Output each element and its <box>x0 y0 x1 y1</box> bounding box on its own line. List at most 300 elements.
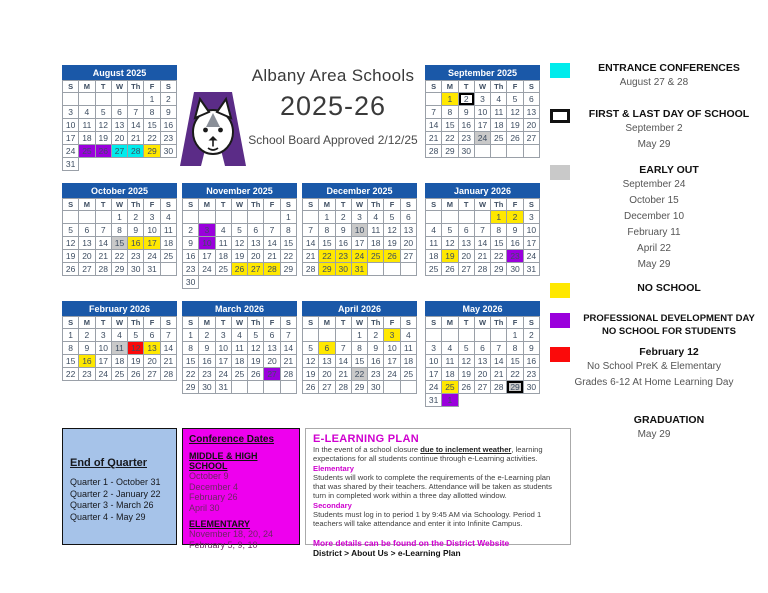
day-cell: 27 <box>144 368 160 381</box>
day-cell: 7 <box>474 224 490 237</box>
day-cell <box>264 381 280 394</box>
dow-header: M <box>79 199 95 211</box>
day-cell: 14 <box>128 119 144 132</box>
day-cell: 1 <box>319 211 335 224</box>
day-cell: 19 <box>303 368 319 381</box>
month-grid <box>62 80 177 171</box>
empty-cell <box>160 158 176 171</box>
dow-header: S <box>63 317 79 329</box>
day-cell: 29 <box>507 381 523 394</box>
day-cell: 21 <box>426 132 442 145</box>
day-cell: 17 <box>63 132 79 145</box>
day-cell: 18 <box>160 237 176 250</box>
day-cell: 16 <box>128 237 144 250</box>
day-cell: 10 <box>144 224 160 237</box>
day-cell: 24 <box>199 263 215 276</box>
day-cell: 6 <box>248 224 264 237</box>
day-cell: 17 <box>474 119 490 132</box>
month-february-2026 <box>62 301 177 381</box>
day-cell: 12 <box>248 342 264 355</box>
day-cell: 26 <box>95 145 111 158</box>
legend-swatch-outline <box>550 109 570 123</box>
elementary-paragraph: Students will work to complete the requirements of the e-Learning plan that was shared by their teachers. Attendance will be taken as students turn in completed work within a three day allotted window. <box>313 472 552 501</box>
day-cell: 10 <box>95 342 111 355</box>
school-year: 2025-26 <box>279 91 387 121</box>
district-website-path: District > About Us > e-Learning Plan <box>313 547 461 558</box>
day-cell: 20 <box>264 355 280 368</box>
day-cell: 24 <box>63 145 79 158</box>
day-cell: 8 <box>63 342 79 355</box>
end-of-quarter-title: End of Quarter <box>70 457 148 469</box>
day-cell: 9 <box>507 224 523 237</box>
dow-header: T <box>458 317 474 329</box>
empty-cell <box>79 158 95 171</box>
dow-header: S <box>400 317 416 329</box>
day-cell: 16 <box>523 355 539 368</box>
day-cell: 19 <box>384 237 400 250</box>
day-cell: 24 <box>384 368 400 381</box>
day-cell: 13 <box>111 119 127 132</box>
day-cell: 25 <box>160 250 176 263</box>
legend-swatch-red <box>550 347 570 362</box>
elearning-title: E-LEARNING PLAN <box>313 433 419 445</box>
day-cell: 5 <box>128 329 144 342</box>
day-cell: 13 <box>523 106 539 119</box>
legend-swatch-gray <box>550 165 570 180</box>
day-cell: 23 <box>128 250 144 263</box>
dow-header: F <box>144 81 160 93</box>
day-cell <box>95 211 111 224</box>
day-cell: 26 <box>442 263 458 276</box>
elearning-intro-pre: In the event of a school closure <box>313 445 421 454</box>
month-title: August 2025 <box>62 65 177 80</box>
month-august-2025 <box>62 65 177 171</box>
month-grid <box>302 198 417 276</box>
dow-header: Th <box>491 317 507 329</box>
day-cell: 12 <box>384 224 400 237</box>
dow-header: S <box>280 317 296 329</box>
day-cell <box>426 211 442 224</box>
day-cell: 13 <box>264 342 280 355</box>
elearning-plan-box <box>305 428 571 558</box>
day-cell: 18 <box>111 355 127 368</box>
day-cell: 18 <box>79 132 95 145</box>
day-cell: 27 <box>458 263 474 276</box>
dow-header: W <box>474 199 490 211</box>
day-cell: 2 <box>183 224 199 237</box>
dow-header: T <box>95 199 111 211</box>
day-cell: 12 <box>442 237 458 250</box>
day-cell: 25 <box>491 132 507 145</box>
day-cell: 26 <box>303 381 319 394</box>
day-cell: 5 <box>442 224 458 237</box>
day-cell: 18 <box>426 250 442 263</box>
day-cell: 18 <box>491 119 507 132</box>
day-cell: 9 <box>79 342 95 355</box>
day-cell: 7 <box>426 106 442 119</box>
legend-date-line: August 27 & 28 <box>619 77 689 88</box>
month-grid <box>425 316 540 407</box>
legend-item <box>540 62 768 91</box>
day-cell: 2 <box>199 329 215 342</box>
day-cell: 5 <box>95 106 111 119</box>
legend-title: PROFESSIONAL DEVELOPMENT DAY NO SCHOOL FOR STUDENTS <box>583 313 755 337</box>
day-cell: 15 <box>63 355 79 368</box>
legend-date-line: April 22 <box>637 243 671 254</box>
day-cell: 29 <box>319 263 335 276</box>
month-april-2026 <box>302 301 417 394</box>
day-cell <box>303 329 319 342</box>
day-cell: 6 <box>523 93 539 106</box>
day-cell: 28 <box>264 263 280 276</box>
month-october-2025 <box>62 183 177 276</box>
conference-date-line: February 5, 9, 10 <box>189 539 258 550</box>
empty-cell <box>95 158 111 171</box>
day-cell: 16 <box>368 355 384 368</box>
legend-item <box>540 282 768 295</box>
dow-header: T <box>215 317 231 329</box>
dow-header: S <box>160 317 176 329</box>
day-cell: 1 <box>183 329 199 342</box>
day-cell: 30 <box>507 263 523 276</box>
day-cell: 11 <box>231 342 247 355</box>
day-cell <box>442 211 458 224</box>
day-cell: 5 <box>63 224 79 237</box>
day-cell: 20 <box>319 368 335 381</box>
day-cell: 1 <box>280 211 296 224</box>
day-cell: 3 <box>384 329 400 342</box>
day-cell: 27 <box>79 263 95 276</box>
day-cell: 28 <box>280 368 296 381</box>
elementary-subheading: Elementary <box>313 463 354 473</box>
month-may-2026 <box>425 301 540 407</box>
day-cell: 21 <box>160 355 176 368</box>
conference-date-line: October 9 <box>189 471 229 481</box>
day-cell: 28 <box>474 263 490 276</box>
board-approved-note: School Board Approved 2/12/25 <box>248 133 418 147</box>
legend-swatch-cyan <box>550 63 570 78</box>
day-cell: 28 <box>426 145 442 158</box>
day-cell: 24 <box>523 250 539 263</box>
conference-date-line: February 26 <box>189 492 238 502</box>
dow-header: W <box>111 199 127 211</box>
day-cell: 23 <box>199 368 215 381</box>
day-cell: 16 <box>199 355 215 368</box>
day-cell: 9 <box>368 342 384 355</box>
day-cell: 15 <box>507 355 523 368</box>
day-cell <box>491 145 507 158</box>
day-cell: 21 <box>491 368 507 381</box>
day-cell: 1 <box>111 211 127 224</box>
school-logo <box>180 90 246 168</box>
day-cell: 11 <box>442 355 458 368</box>
day-cell: 14 <box>474 237 490 250</box>
dow-header: S <box>183 317 199 329</box>
day-cell: 13 <box>400 224 416 237</box>
month-title: September 2025 <box>425 65 540 80</box>
day-cell: 9 <box>335 224 351 237</box>
day-cell: 7 <box>280 329 296 342</box>
dow-header: F <box>264 199 280 211</box>
day-cell: 2 <box>368 329 384 342</box>
day-cell: 14 <box>160 342 176 355</box>
empty-cell <box>507 394 523 407</box>
day-cell: 5 <box>231 224 247 237</box>
day-cell: 2 <box>335 211 351 224</box>
dow-header: W <box>474 317 490 329</box>
day-cell <box>160 263 176 276</box>
dow-header: F <box>144 317 160 329</box>
empty-cell <box>474 394 490 407</box>
dow-header: T <box>215 199 231 211</box>
inclement-weather-emphasis: due to inclement weather <box>420 445 512 454</box>
legend-item <box>540 346 768 391</box>
day-cell: 13 <box>79 237 95 250</box>
day-cell: 31 <box>351 263 367 276</box>
day-cell: 16 <box>335 237 351 250</box>
day-cell: 29 <box>280 263 296 276</box>
day-cell: 25 <box>368 250 384 263</box>
day-cell: 10 <box>215 342 231 355</box>
day-cell: 31 <box>144 263 160 276</box>
day-cell: 26 <box>128 368 144 381</box>
legend-item <box>540 108 768 153</box>
day-cell: 14 <box>335 355 351 368</box>
dow-header: F <box>507 317 523 329</box>
legend-title: ENTRANCE CONFERENCES <box>598 62 740 74</box>
day-cell: 9 <box>160 106 176 119</box>
month-title: October 2025 <box>62 183 177 198</box>
dow-header: S <box>523 199 539 211</box>
day-cell: 1 <box>144 93 160 106</box>
day-cell: 10 <box>474 106 490 119</box>
day-cell: 17 <box>199 250 215 263</box>
day-cell: 30 <box>128 263 144 276</box>
day-cell: 13 <box>144 342 160 355</box>
day-cell: 22 <box>319 250 335 263</box>
day-cell: 16 <box>458 119 474 132</box>
day-cell <box>458 211 474 224</box>
day-cell <box>79 211 95 224</box>
day-cell: 1 <box>351 329 367 342</box>
day-cell: 10 <box>523 224 539 237</box>
day-cell: 31 <box>523 263 539 276</box>
dow-header: S <box>400 199 416 211</box>
day-cell: 13 <box>458 237 474 250</box>
day-cell: 20 <box>523 119 539 132</box>
legend-date-line: May 29 <box>637 259 671 270</box>
legend-title: February 12 <box>639 346 699 358</box>
day-cell: 8 <box>144 106 160 119</box>
day-cell <box>442 329 458 342</box>
dow-header: M <box>319 317 335 329</box>
day-cell: 30 <box>160 145 176 158</box>
day-cell: 14 <box>303 237 319 250</box>
day-cell: 15 <box>442 119 458 132</box>
day-cell: 31 <box>63 158 79 171</box>
day-cell <box>248 211 264 224</box>
day-cell: 17 <box>523 237 539 250</box>
day-cell: 3 <box>95 329 111 342</box>
day-cell: 21 <box>335 368 351 381</box>
legend-title: NO SCHOOL <box>637 282 701 294</box>
day-cell: 19 <box>248 355 264 368</box>
dow-header: M <box>199 317 215 329</box>
day-cell: 28 <box>303 263 319 276</box>
legend-date-line: May 29 <box>637 429 671 440</box>
day-cell: 6 <box>111 106 127 119</box>
day-cell: 18 <box>400 355 416 368</box>
dow-header: S <box>280 199 296 211</box>
day-cell: 22 <box>183 368 199 381</box>
day-cell: 21 <box>474 250 490 263</box>
day-cell: 19 <box>442 250 458 263</box>
day-cell: 10 <box>426 355 442 368</box>
dow-header: M <box>79 81 95 93</box>
day-cell: 23 <box>335 250 351 263</box>
legend-title: EARLY OUT <box>639 164 699 176</box>
day-cell: 24 <box>426 381 442 394</box>
day-cell <box>507 145 523 158</box>
day-cell: 8 <box>351 342 367 355</box>
dow-header: T <box>335 199 351 211</box>
day-cell: 25 <box>215 263 231 276</box>
day-cell: 12 <box>128 342 144 355</box>
day-cell: 11 <box>111 342 127 355</box>
empty-cell <box>215 276 231 289</box>
day-cell: 20 <box>400 237 416 250</box>
day-cell: 22 <box>144 132 160 145</box>
day-cell: 29 <box>144 145 160 158</box>
day-cell: 11 <box>160 224 176 237</box>
day-cell: 12 <box>507 106 523 119</box>
day-cell <box>303 211 319 224</box>
dow-header: S <box>63 81 79 93</box>
day-cell: 15 <box>183 355 199 368</box>
day-cell: 26 <box>63 263 79 276</box>
day-cell: 19 <box>507 119 523 132</box>
day-cell: 27 <box>248 263 264 276</box>
legend-date-line: December 10 <box>623 211 685 222</box>
day-cell: 11 <box>400 342 416 355</box>
day-cell: 1 <box>442 93 458 106</box>
month-title: January 2026 <box>425 183 540 198</box>
day-cell: 9 <box>199 342 215 355</box>
day-cell: 22 <box>351 368 367 381</box>
day-cell: 9 <box>183 237 199 250</box>
empty-cell <box>264 276 280 289</box>
dow-header: Th <box>491 81 507 93</box>
day-cell: 5 <box>303 342 319 355</box>
husky-letter-a-logo <box>180 90 246 168</box>
day-cell: 18 <box>368 237 384 250</box>
day-cell: 24 <box>351 250 367 263</box>
day-cell: 23 <box>523 368 539 381</box>
legend-swatch-purple <box>550 313 570 328</box>
day-cell: 21 <box>264 250 280 263</box>
quarter-1-line: Quarter 1 - October 31 <box>70 477 161 487</box>
day-cell: 13 <box>474 355 490 368</box>
day-cell: 2 <box>523 329 539 342</box>
day-cell: 24 <box>474 132 490 145</box>
day-cell: 17 <box>215 355 231 368</box>
day-cell: 28 <box>491 381 507 394</box>
day-cell: 17 <box>95 355 111 368</box>
day-cell: 19 <box>95 132 111 145</box>
day-cell: 26 <box>248 368 264 381</box>
month-september-2025 <box>425 65 540 158</box>
day-cell: 10 <box>199 237 215 250</box>
day-cell: 24 <box>215 368 231 381</box>
day-cell: 12 <box>63 237 79 250</box>
empty-cell <box>280 276 296 289</box>
dow-header: Th <box>368 199 384 211</box>
day-cell: 27 <box>400 250 416 263</box>
day-cell: 30 <box>183 276 199 289</box>
dow-header: F <box>264 317 280 329</box>
day-cell: 2 <box>507 211 523 224</box>
legend-date-line: Grades 6-12 At Home Learning Day <box>574 377 734 388</box>
day-cell: 13 <box>248 237 264 250</box>
day-cell: 14 <box>95 237 111 250</box>
day-cell <box>63 211 79 224</box>
dow-header: S <box>426 317 442 329</box>
dow-header: T <box>95 81 111 93</box>
day-cell: 9 <box>523 342 539 355</box>
dow-header: M <box>442 81 458 93</box>
day-cell: 5 <box>507 93 523 106</box>
legend-title: FIRST & LAST DAY OF SCHOOL <box>588 108 750 120</box>
day-cell: 10 <box>351 224 367 237</box>
day-cell: 3 <box>63 106 79 119</box>
day-cell: 28 <box>128 145 144 158</box>
day-cell: 24 <box>95 368 111 381</box>
day-cell <box>111 93 127 106</box>
day-cell <box>264 211 280 224</box>
day-cell: 10 <box>63 119 79 132</box>
month-title: November 2025 <box>182 183 297 198</box>
day-cell <box>319 329 335 342</box>
day-cell: 16 <box>183 250 199 263</box>
day-cell <box>384 381 400 394</box>
legend-date-line: September 24 <box>622 179 686 190</box>
day-cell: 16 <box>160 119 176 132</box>
dow-header: S <box>183 199 199 211</box>
day-cell: 27 <box>111 145 127 158</box>
day-cell: 4 <box>111 329 127 342</box>
day-cell: 8 <box>491 224 507 237</box>
month-november-2025 <box>182 183 297 289</box>
day-cell: 1 <box>442 394 458 407</box>
day-cell: 21 <box>128 132 144 145</box>
dow-header: T <box>458 81 474 93</box>
day-cell: 20 <box>474 368 490 381</box>
month-grid <box>302 316 417 394</box>
dow-header: S <box>523 317 539 329</box>
school-name: Albany Area Schools <box>251 66 415 85</box>
day-cell: 22 <box>491 250 507 263</box>
day-cell: 12 <box>95 119 111 132</box>
dow-header: Th <box>368 317 384 329</box>
day-cell: 24 <box>144 250 160 263</box>
legend-date-line: No School PreK & Elementary <box>587 361 721 372</box>
conference-date-line: November 18, 20, 24 <box>189 529 274 539</box>
dow-header: W <box>474 81 490 93</box>
day-cell: 25 <box>426 263 442 276</box>
day-cell: 15 <box>491 237 507 250</box>
day-cell: 23 <box>183 263 199 276</box>
day-cell: 17 <box>384 355 400 368</box>
